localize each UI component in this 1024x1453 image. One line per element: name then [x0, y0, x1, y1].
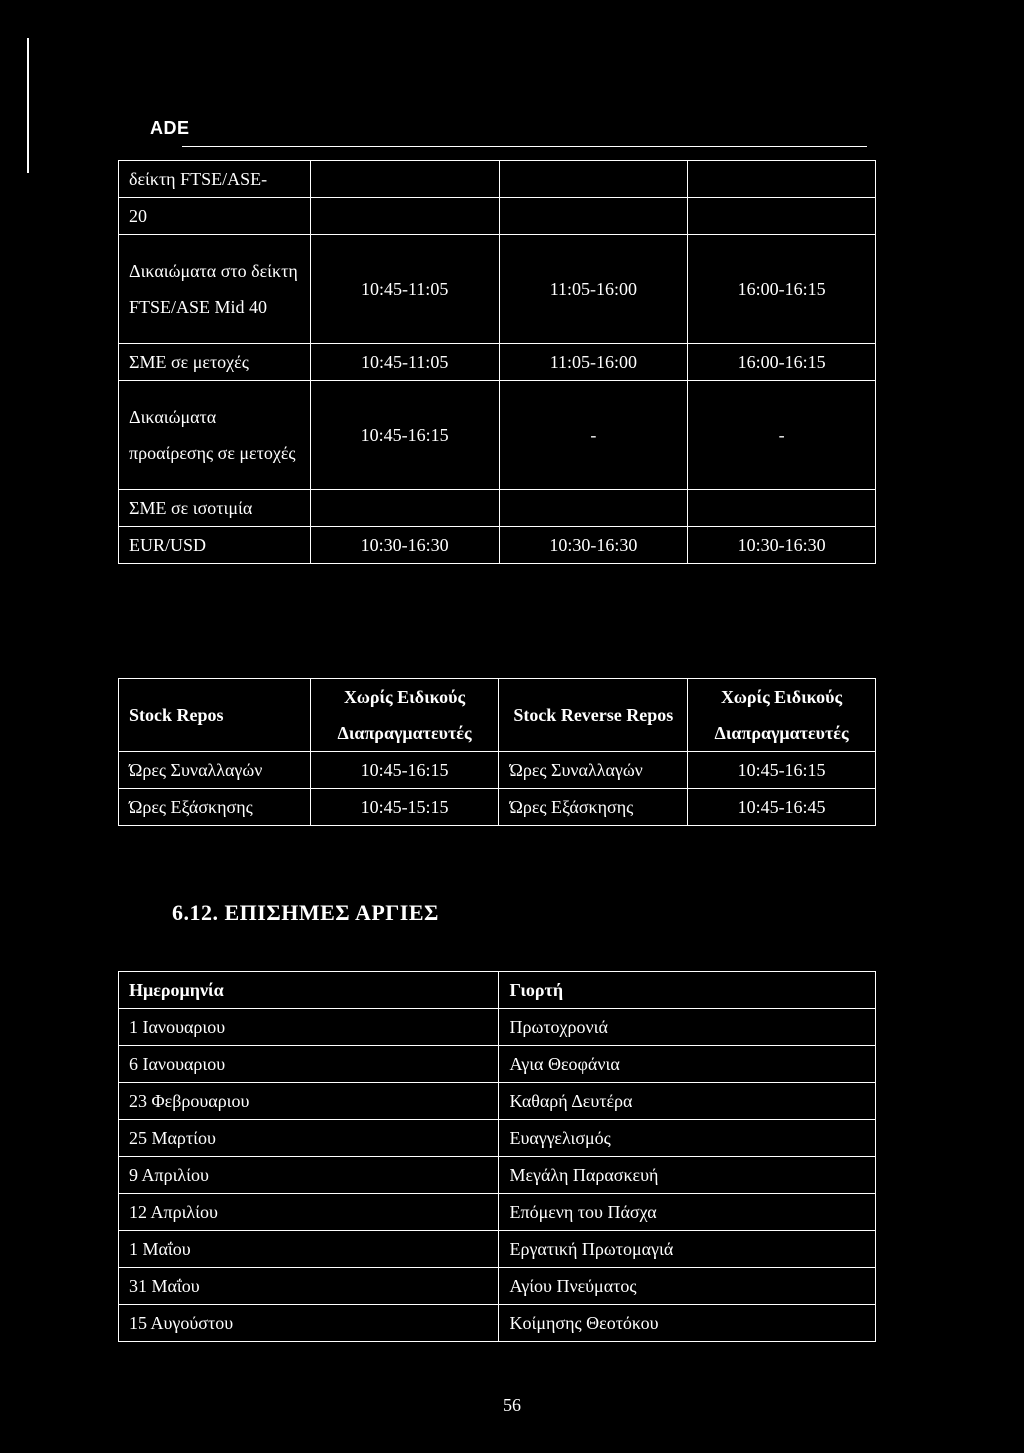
- instrument-cell: ΣΜΕ σε μετοχές: [119, 344, 311, 381]
- table-row: [119, 198, 876, 235]
- post-close-cell: 16:00-16:15: [688, 235, 876, 344]
- post-close-cell: -: [688, 381, 876, 490]
- pre-open-cell: [310, 490, 499, 527]
- table-row: [119, 1194, 876, 1231]
- holiday-cell: Επόμενη του Πάσχα: [499, 1194, 876, 1231]
- pre-open-cell: 10:45-11:05: [310, 235, 499, 344]
- pre-open-cell: [310, 198, 499, 235]
- table-header-row: [119, 972, 876, 1009]
- table-row: [119, 789, 876, 826]
- header-rule: [182, 146, 867, 147]
- section-title: 6.12. ΕΠΙΣΗΜΕΣ ΑΡΓΙΕΣ: [172, 900, 439, 925]
- pre-open-cell: 10:30-16:30: [310, 527, 499, 564]
- instrument-cell: δείκτη FTSE/ASE-: [119, 161, 311, 198]
- hours-cell: 10:45-16:45: [688, 789, 876, 826]
- date-cell: 23 Φεβρουαριου: [119, 1083, 499, 1120]
- date-cell: 15 Αυγούστου: [119, 1305, 499, 1342]
- trading-hours-table: [118, 160, 876, 564]
- post-close-cell: [688, 161, 876, 198]
- main-session-cell: 11:05-16:00: [499, 235, 688, 344]
- hours-cell: 10:45-16:15: [688, 752, 876, 789]
- table-row: [119, 490, 876, 527]
- holiday-cell: Μεγάλη Παρασκευή: [499, 1157, 876, 1194]
- hours-cell: 10:45-16:15: [310, 752, 499, 789]
- date-cell: 1 Ιανουαριου: [119, 1009, 499, 1046]
- table-row: [119, 235, 876, 344]
- table-row: [119, 1268, 876, 1305]
- instrument-cell: Δικαιώματα στο δείκτη FTSE/ASE Mid 40: [119, 235, 311, 344]
- main-session-cell: 11:05-16:00: [499, 344, 688, 381]
- date-cell: 25 Μαρτίου: [119, 1120, 499, 1157]
- main-session-cell: [499, 161, 688, 198]
- row-label: Ώρες Εξάσκησης: [499, 789, 688, 826]
- main-session-cell: [499, 198, 688, 235]
- date-cell: 6 Ιανουαριου: [119, 1046, 499, 1083]
- no-specialists-header: Χωρίς Ειδικούς Διαπραγματευτές: [310, 679, 499, 752]
- holiday-cell: Καθαρή Δευτέρα: [499, 1083, 876, 1120]
- date-cell: 31 Μαΐου: [119, 1268, 499, 1305]
- pre-open-cell: [310, 161, 499, 198]
- no-specialists-header: Χωρίς Ειδικούς Διαπραγματευτές: [688, 679, 876, 752]
- row-label: Ώρες Συναλλαγών: [499, 752, 688, 789]
- main-session-cell: -: [499, 381, 688, 490]
- date-cell: 1 Μαΐου: [119, 1231, 499, 1268]
- holiday-cell: Κοίμησης Θεοτόκου: [499, 1305, 876, 1342]
- table-row: [119, 1305, 876, 1342]
- pre-open-cell: 10:45-16:15: [310, 381, 499, 490]
- table-row: [119, 1157, 876, 1194]
- post-close-cell: 10:30-16:30: [688, 527, 876, 564]
- instrument-cell: EUR/USD: [119, 527, 311, 564]
- holiday-cell: Ευαγγελισμός: [499, 1120, 876, 1157]
- left-edge-line: [27, 38, 29, 173]
- table-row: [119, 1009, 876, 1046]
- table-row: [119, 1231, 876, 1268]
- pre-open-cell: 10:45-11:05: [310, 344, 499, 381]
- post-close-cell: 16:00-16:15: [688, 344, 876, 381]
- date-cell: 12 Απριλίου: [119, 1194, 499, 1231]
- stock-repos-table: [118, 678, 876, 826]
- header-label: ADE: [150, 118, 190, 138]
- holidays-table: [118, 971, 876, 1342]
- table-header-row: [119, 679, 876, 752]
- table-row: [119, 752, 876, 789]
- date-cell: 9 Απριλίου: [119, 1157, 499, 1194]
- table-row: [119, 381, 876, 490]
- stock-repos-header: Stock Repos: [119, 679, 311, 752]
- holiday-cell: Πρωτοχρονιά: [499, 1009, 876, 1046]
- holiday-header: Γιορτή: [499, 972, 876, 1009]
- row-label: Ώρες Εξάσκησης: [119, 789, 311, 826]
- instrument-cell: 20: [119, 198, 311, 235]
- table-row: [119, 1083, 876, 1120]
- holiday-cell: Αγια Θεοφάνια: [499, 1046, 876, 1083]
- table-row: [119, 1046, 876, 1083]
- table-row: [119, 161, 876, 198]
- date-header: Ημερομηνία: [119, 972, 499, 1009]
- table-row: [119, 344, 876, 381]
- main-session-cell: 10:30-16:30: [499, 527, 688, 564]
- row-label: Ώρες Συναλλαγών: [119, 752, 311, 789]
- stock-reverse-repos-header: Stock Reverse Repos: [499, 679, 688, 752]
- main-session-cell: [499, 490, 688, 527]
- page-number: 56: [503, 1395, 521, 1415]
- table-row: [119, 1120, 876, 1157]
- holiday-cell: Εργατική Πρωτομαγιά: [499, 1231, 876, 1268]
- instrument-cell: ΣΜΕ σε ισοτιμία: [119, 490, 311, 527]
- instrument-cell: Δικαιώματα προαίρεσης σε μετοχές: [119, 381, 311, 490]
- post-close-cell: [688, 490, 876, 527]
- holiday-cell: Αγίου Πνεύματος: [499, 1268, 876, 1305]
- table-row: [119, 527, 876, 564]
- hours-cell: 10:45-15:15: [310, 789, 499, 826]
- post-close-cell: [688, 198, 876, 235]
